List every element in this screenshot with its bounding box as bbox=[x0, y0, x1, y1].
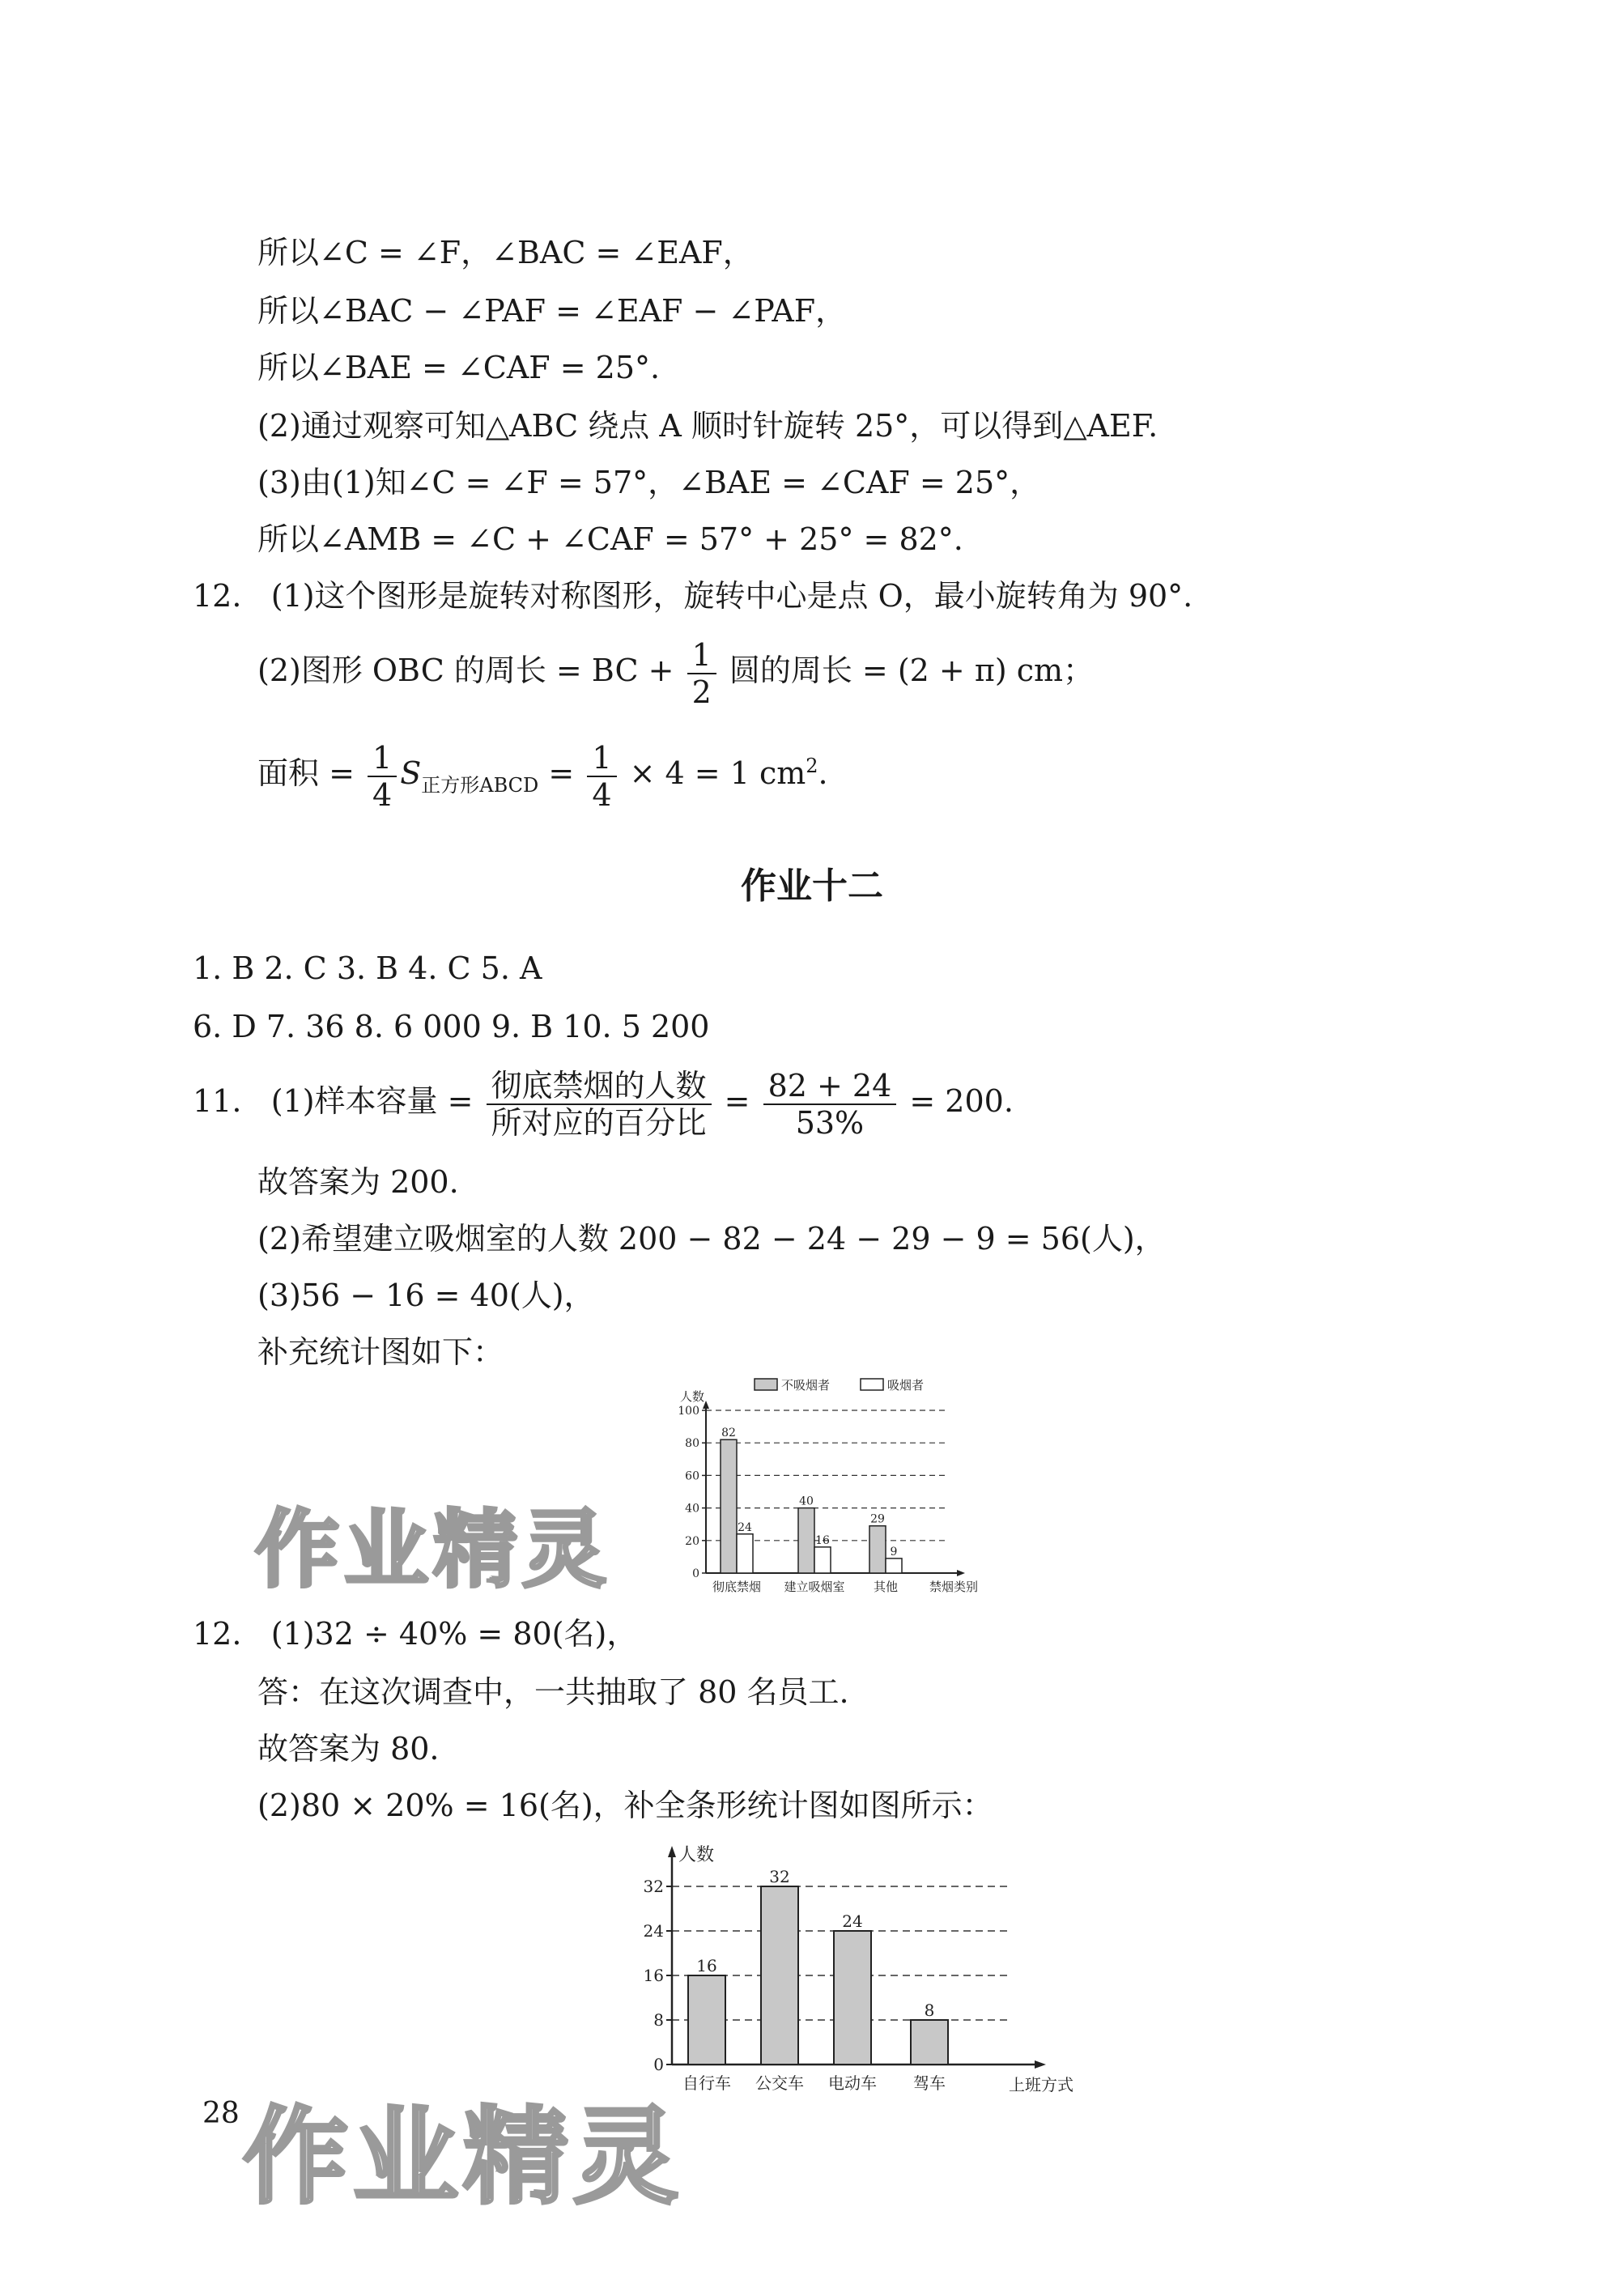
area-symbol: S bbox=[400, 755, 422, 791]
text-line-1: 所以∠C = ∠F，∠BAC = ∠EAF， bbox=[257, 235, 754, 270]
data-label: 32 bbox=[769, 1867, 790, 1886]
x-tick-label: 其他 bbox=[873, 1580, 899, 1594]
area-superscript: 2 bbox=[806, 755, 818, 777]
bar bbox=[814, 1547, 831, 1573]
watermark-logo: 作业精灵 bbox=[243, 2095, 684, 2218]
bar bbox=[886, 1558, 902, 1573]
sample-pre: (1)样本容量 = bbox=[270, 1083, 474, 1119]
question-number: 12. bbox=[193, 1616, 242, 1652]
data-label: 8 bbox=[924, 2001, 935, 2020]
x-tick-label: 公交车 bbox=[755, 2073, 804, 2093]
text-line-6: 所以∠AMB = ∠C + ∠CAF = 57° + 25° = 82°. bbox=[257, 521, 963, 557]
y-tick-label: 0 bbox=[692, 1567, 699, 1580]
q12-2-line-2: 答：在这次调查中，一共抽取了 80 名员工. bbox=[257, 1674, 849, 1710]
fraction-numerator: 1 bbox=[687, 637, 716, 674]
question-number: 12. bbox=[193, 578, 242, 614]
y-tick-label: 16 bbox=[643, 1966, 664, 1985]
text-line-4: (2)通过观察可知△ABC 绕点 A 顺时针旋转 25°，可以得到△AEF. bbox=[257, 408, 1158, 444]
data-label: 24 bbox=[738, 1520, 752, 1534]
perimeter-pre: (2)图形 OBC 的周长 = BC + bbox=[257, 653, 674, 688]
data-label: 29 bbox=[870, 1512, 885, 1526]
fraction-number bbox=[763, 1068, 897, 1141]
x-axis-arrow bbox=[1035, 2060, 1046, 2069]
bar bbox=[869, 1526, 886, 1573]
fraction-numerator: 82 + 24 bbox=[763, 1068, 897, 1105]
area-line bbox=[257, 729, 828, 823]
bar bbox=[761, 1886, 798, 2065]
equals-sign: = bbox=[724, 1083, 750, 1119]
fraction-quarter-2 bbox=[587, 740, 616, 813]
legend-swatch-smoker bbox=[861, 1379, 883, 1390]
watermark-1 bbox=[255, 1482, 611, 1603]
x-tick-label: 彻底禁烟 bbox=[712, 1580, 762, 1594]
question-number: 11. bbox=[193, 1083, 242, 1119]
answers-row-2: 6. D 7. 36 8. 6 000 9. B 10. 5 200 bbox=[193, 1009, 710, 1044]
commute-bar-chart bbox=[623, 1838, 1077, 2097]
text-line-5: (3)由(1)知∠C = ∠F = 57°，∠BAE = ∠CAF = 25°， bbox=[257, 465, 1041, 500]
answers-row-1: 1. B 2. C 3. B 4. C 5. A bbox=[193, 950, 542, 986]
section-title: 作业十二 bbox=[741, 865, 883, 907]
fraction-denominator: 所对应的百分比 bbox=[491, 1104, 707, 1141]
q11-line-1: 故答案为 200. bbox=[257, 1164, 459, 1200]
y-tick-label: 32 bbox=[643, 1877, 664, 1896]
question-11-part1 bbox=[193, 1061, 1014, 1142]
data-label: 24 bbox=[842, 1911, 863, 1931]
y-axis-arrow bbox=[668, 1846, 676, 1857]
y-tick-label: 0 bbox=[653, 2055, 664, 2074]
y-tick-label: 40 bbox=[685, 1502, 699, 1516]
fraction-text bbox=[487, 1068, 712, 1141]
x-axis-label: 禁烟类别 bbox=[929, 1580, 978, 1594]
bar bbox=[737, 1534, 753, 1573]
fraction-numerator: 1 bbox=[587, 740, 616, 777]
x-tick-label: 自行车 bbox=[682, 2073, 731, 2093]
perimeter-post: 圆的周长 = (2 + π) cm； bbox=[729, 653, 1095, 688]
y-axis-label: 人数 bbox=[678, 1845, 715, 1865]
equals-sign: = bbox=[548, 755, 575, 791]
fraction-numerator: 彻底禁烟的人数 bbox=[487, 1068, 712, 1105]
bar bbox=[911, 2020, 948, 2065]
fraction-quarter-1 bbox=[368, 740, 397, 813]
y-tick-label: 80 bbox=[685, 1437, 699, 1451]
watermark-2 bbox=[243, 2073, 683, 2224]
x-tick-label: 建立吸烟室 bbox=[784, 1580, 845, 1594]
bar bbox=[721, 1439, 737, 1573]
data-label: 40 bbox=[799, 1495, 814, 1508]
q12-2-line-3: 故答案为 80. bbox=[257, 1731, 440, 1767]
y-axis-label: 人数 bbox=[680, 1389, 705, 1404]
q12-2-line-4: (2)80 × 20% = 16(名)，补全条形统计图如图所示： bbox=[257, 1788, 993, 1823]
q11-line-4: 补充统计图如下： bbox=[257, 1334, 504, 1370]
bar bbox=[798, 1508, 814, 1573]
data-label: 16 bbox=[696, 1956, 717, 1975]
area-pre: 面积 = bbox=[257, 755, 355, 791]
q11-line-3: (3)56 − 16 = 40(人)， bbox=[257, 1278, 595, 1313]
x-axis-label: 上班方式 bbox=[1009, 2075, 1073, 2094]
data-label: 82 bbox=[721, 1427, 736, 1440]
text-line-3: 所以∠BAE = ∠CAF = 25°. bbox=[257, 350, 661, 385]
area-subscript: 正方形ABCD bbox=[421, 774, 539, 797]
question-text: (1)这个图形是旋转对称图形，旋转中心是点 O，最小旋转角为 90°. bbox=[270, 578, 1193, 614]
y-tick-label: 60 bbox=[685, 1469, 699, 1483]
fraction-denominator: 4 bbox=[372, 776, 393, 813]
fraction-numerator: 1 bbox=[368, 740, 397, 777]
area-end: . bbox=[818, 755, 828, 791]
x-tick-label: 驾车 bbox=[913, 2073, 946, 2093]
y-tick-label: 100 bbox=[678, 1405, 699, 1418]
y-tick-label: 24 bbox=[643, 1921, 664, 1941]
x-axis-arrow bbox=[957, 1570, 965, 1576]
fraction-half bbox=[687, 637, 716, 710]
smoking-bar-chart bbox=[664, 1376, 980, 1603]
fraction-denominator: 53% bbox=[795, 1104, 865, 1141]
sample-post: = 200. bbox=[909, 1083, 1014, 1119]
question-12-2-part1 bbox=[193, 1614, 637, 1653]
bar bbox=[834, 1931, 871, 2065]
legend-label-smoker: 吸烟者 bbox=[887, 1378, 925, 1393]
area-post: × 4 = 1 cm bbox=[629, 755, 806, 791]
y-tick-label: 8 bbox=[653, 2010, 664, 2030]
question-12-part1 bbox=[193, 576, 1192, 615]
data-label: 16 bbox=[815, 1533, 830, 1547]
q12-2-line-1: (1)32 ÷ 40% = 80(名)， bbox=[270, 1616, 638, 1652]
bar bbox=[688, 1975, 725, 2065]
data-label: 9 bbox=[890, 1545, 898, 1558]
watermark-logo: 作业精灵 bbox=[255, 1500, 612, 1599]
q11-line-2: (2)希望建立吸烟室的人数 200 − 82 − 24 − 29 − 9 = 56(人)， bbox=[257, 1221, 1166, 1257]
y-tick-label: 20 bbox=[685, 1534, 699, 1548]
fraction-denominator: 4 bbox=[592, 776, 612, 813]
fraction-denominator: 2 bbox=[691, 674, 712, 710]
text-line-2: 所以∠BAC − ∠PAF = ∠EAF − ∠PAF， bbox=[257, 293, 847, 329]
question-12-part2 bbox=[257, 633, 1094, 710]
x-tick-label: 电动车 bbox=[828, 2073, 877, 2093]
legend-swatch-nonsmoker bbox=[755, 1379, 777, 1390]
page-number: 28 bbox=[202, 2097, 240, 2130]
legend-label-nonsmoker: 不吸烟者 bbox=[781, 1378, 831, 1393]
